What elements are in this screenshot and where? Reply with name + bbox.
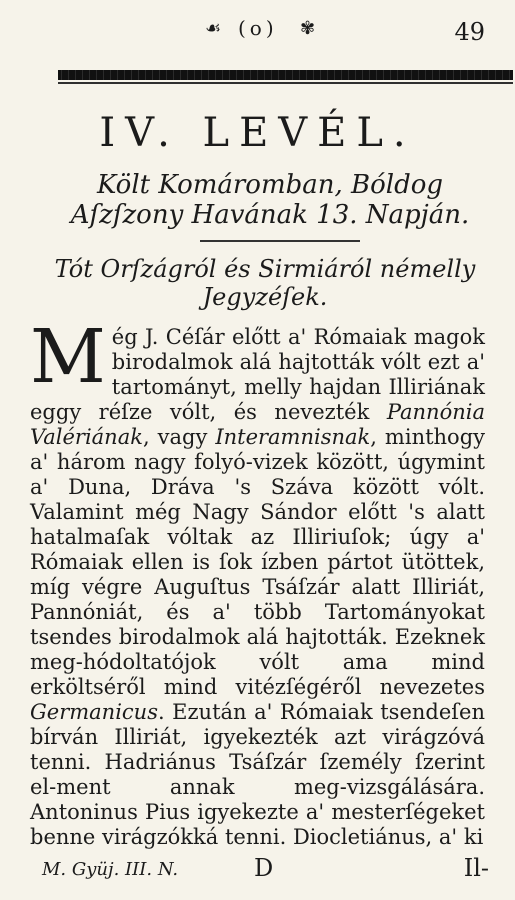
chapter-subtitle: Költ Komáromban, Bóldog Aſzſzony Havának 13. Napján.: [70, 170, 470, 230]
section-divider: [200, 240, 360, 242]
emphasis-germanicus: Germanicus: [30, 700, 158, 724]
ornament-left-icon: ☙: [205, 18, 222, 39]
body-text: [30, 314, 486, 850]
signature-mark: D: [254, 854, 274, 882]
ornament-right-icon: ✾: [300, 18, 316, 39]
body-text-part2: , vagy: [142, 425, 216, 449]
body-text-part3: , minthogy a' három nagy folyó-vizek között, úgymint a' Duna, Dráva 's Száva között vólt. Valamint még Nagy Sándor előtt 's alatt hatalmaſak vóltak az Illiriuſok; úgy a' Rómaiak ellen is ſok ízben pártot ütöttek, míg végre Auguſtus Tsáſzár alatt Illiriát, Pannóniát, és a' több Tartományokat tsendes birodalmok alá hajtották. Ezeknek meg-hódoltatójok vólt ama mind erköltséről mind vitézſégéről nevezetes: [30, 425, 486, 699]
page-number: 49: [454, 18, 485, 46]
header-rule-thin: [58, 82, 513, 84]
drop-cap: M: [30, 314, 106, 400]
running-header: [0, 10, 515, 60]
emphasis-pannonia: Pannónia Valériának: [30, 400, 485, 449]
body-text-part1: ég J. Céſár előtt a' Rómaiak magok birodalmok alá hajtották vólt ezt a' tartományt, melly hajdan Illiriának eggy réſze vólt, és nevezték: [30, 325, 485, 424]
header-mark: (o): [238, 16, 278, 40]
body-text-part4: . Ezután a' Rómaiak tsendeſen bírván Illiriát, igyekezték azt virágzóvá tenni. Hadriánus Tsáſzár ſzemély ſzerint el-ment annak meg-vizsgálására. Antoninus Pius igyekezte a' mesterſégeket benne virágzókká tenni. Diocletiánus, a' ki: [30, 700, 485, 849]
emphasis-interamnis: Interamnisnak: [215, 425, 371, 449]
catchword: Il-: [463, 854, 489, 882]
header-rule-thick: [58, 70, 513, 80]
chapter-title: IV. LEVÉL.: [99, 110, 416, 156]
section-heading: Tót Orſzágról és Sirmiáról némelly Jegyzéſek.: [54, 255, 476, 311]
footer-citation: M. Gyüj. III. N.: [42, 859, 179, 880]
